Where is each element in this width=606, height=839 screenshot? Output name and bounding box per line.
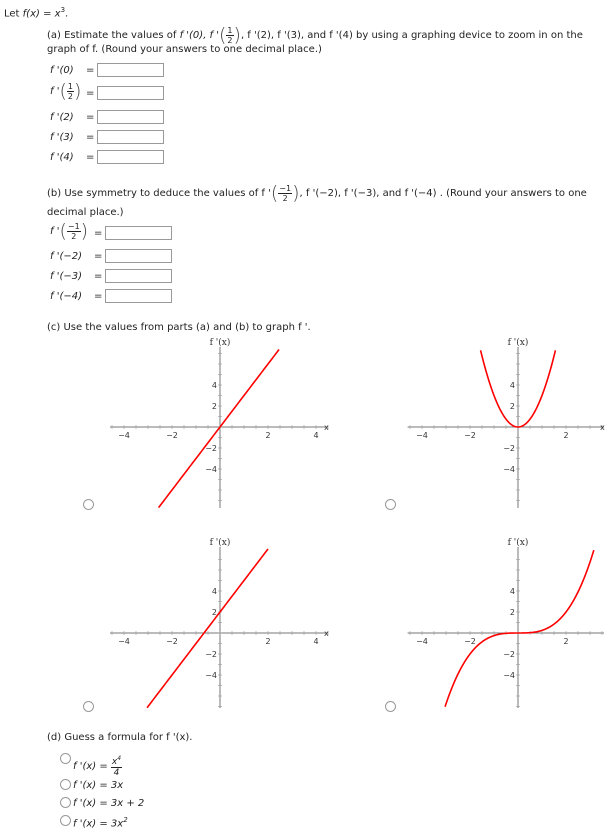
x-tick-label: 4 — [313, 637, 319, 646]
fprime-2-input[interactable] — [97, 110, 164, 124]
x-tick-label: −4 — [416, 431, 428, 440]
y-tick-label: −4 — [503, 671, 515, 680]
part-a-prefix: (a) Estimate the values of — [47, 30, 180, 41]
label-fprime-neg3: f '(−3) — [50, 271, 82, 282]
formula-option-4: f '$(x) = 3x^2$ — [73, 816, 128, 830]
part-b-instruction: (b) Use symmetry to deduce the values of f '( $\frac{-1}{2}$ ), f '(−2), f '(−3), and f '(−4) . (Round your answers to one — [47, 182, 587, 204]
graph-option-4-radio[interactable] — [385, 701, 396, 712]
y-tick-label: −2 — [205, 444, 217, 453]
formula-option-3-radio[interactable] — [60, 797, 71, 808]
x-tick-label: 2 — [563, 637, 569, 646]
y-tick-label: −4 — [503, 465, 515, 474]
graph-option-2-radio[interactable] — [385, 499, 396, 510]
x-tick-label: −4 — [118, 431, 130, 440]
formula-option-1-radio[interactable] — [60, 753, 71, 764]
intro-function: f(x) = x — [22, 8, 61, 20]
y-axis-label: f '(x) — [507, 338, 529, 348]
x-axis-label: x — [324, 423, 329, 432]
x-tick-label: 2 — [563, 431, 569, 440]
equals-sign: = — [94, 251, 103, 262]
fprime-neg3-input[interactable] — [105, 269, 172, 283]
y-tick-label: 2 — [211, 402, 217, 411]
graph-option-1-radio[interactable] — [83, 499, 94, 510]
derivative-curve — [159, 350, 279, 508]
formula-option-4-radio[interactable] — [60, 815, 71, 826]
intro-exponent: 3 — [60, 6, 66, 14]
fprime-0-input[interactable] — [97, 63, 164, 77]
x-tick-label: −2 — [166, 637, 178, 646]
fprime-4-input[interactable] — [97, 150, 164, 164]
y-tick-label: −2 — [503, 650, 515, 659]
equals-sign: = — [86, 88, 95, 99]
part-d-instruction: (d) Guess a formula for f '(x). — [47, 732, 193, 743]
x-tick-label: 4 — [313, 431, 319, 440]
equals-sign: = — [86, 132, 95, 143]
y-tick-label: −4 — [205, 671, 217, 680]
label-fprime-0: f '(0) — [50, 65, 74, 76]
part-c-instruction: (c) Use the values from parts (a) and (b) to graph f '. — [47, 322, 311, 333]
fprime-neg4-input[interactable] — [105, 289, 172, 303]
paren-open: ( — [219, 24, 227, 46]
fraction-half: $\frac{1}{2}$ — [227, 25, 233, 45]
x-axis-label: x — [600, 423, 605, 432]
paren-close: ) — [233, 24, 241, 46]
equals-sign: = — [94, 228, 103, 239]
x-tick-label: −2 — [166, 431, 178, 440]
intro-prefix: Let — [4, 8, 23, 20]
graph-option-3-radio[interactable] — [83, 701, 94, 712]
x-tick-label: −2 — [464, 431, 476, 440]
fraction-neg-half: $\frac{-1}{2}$ — [279, 183, 292, 203]
label-fprime-2: f '(2) — [50, 112, 74, 123]
part-a-line2: graph of f. (Round your answers to one decimal place.) — [47, 44, 322, 55]
y-tick-label: 2 — [509, 608, 515, 617]
x-tick-label: −4 — [118, 637, 130, 646]
x-tick-label: −4 — [416, 637, 428, 646]
graph-option-4 — [400, 535, 606, 710]
formula-option-2: f '(x) = 3x — [73, 780, 124, 791]
fprime-neg-half-input[interactable] — [105, 226, 172, 240]
equals-sign: = — [94, 271, 103, 282]
x-tick-label: 2 — [265, 431, 271, 440]
fprime-3-input[interactable] — [97, 130, 164, 144]
y-tick-label: −4 — [205, 465, 217, 474]
part-b-prefix: (b) Use symmetry to deduce the values of f ' — [47, 188, 271, 199]
intro-suffix: . — [65, 8, 69, 20]
derivative-curve — [147, 549, 271, 708]
label-fprime-neg4: f '(−4) — [50, 291, 82, 302]
formula-option-2-radio[interactable] — [60, 779, 71, 790]
intro-text — [4, 6, 68, 19]
label-fprime-neg-half: f '( $\frac{-1}{2}$ ) — [50, 220, 89, 242]
y-axis-label: f '(x) — [507, 538, 529, 548]
y-tick-label: 2 — [509, 402, 515, 411]
equals-sign: = — [94, 291, 103, 302]
label-fprime-3: f '(3) — [50, 132, 74, 143]
fprime-neg2-input[interactable] — [105, 249, 172, 263]
y-tick-label: −2 — [503, 444, 515, 453]
y-axis-label: f '(x) — [209, 338, 231, 348]
graph-option-2 — [400, 335, 606, 510]
formula-option-3: f '(x) = 3x + 2 — [73, 798, 145, 809]
equals-sign: = — [86, 65, 95, 76]
y-tick-label: 4 — [509, 587, 515, 596]
label-fprime-neg2: f '(−2) — [50, 251, 82, 262]
part-a-instruction — [47, 24, 583, 46]
graph-option-1 — [110, 335, 330, 510]
fprime-half-input[interactable] — [97, 86, 164, 100]
y-tick-label: 2 — [211, 608, 217, 617]
x-axis-label: x — [324, 629, 329, 638]
equals-sign: = — [86, 112, 95, 123]
part-b-rest: , f '(−2), f '(−3), and f '(−4) . (Round your answers to one — [299, 188, 587, 199]
y-tick-label: 4 — [509, 381, 515, 390]
y-tick-label: −2 — [205, 650, 217, 659]
part-a-rest: , f '(2), f '(3), and f '(4) by using a graphing device to zoom in on the — [240, 30, 583, 41]
y-tick-label: 4 — [211, 381, 217, 390]
formula-option-1: f '(x) = $\frac{x^4}{4}$ — [73, 755, 122, 778]
x-tick-label: −2 — [464, 637, 476, 646]
equals-sign: = — [86, 152, 95, 163]
y-tick-label: 4 — [211, 587, 217, 596]
graph-option-3 — [110, 535, 330, 710]
x-tick-label: 2 — [265, 637, 271, 646]
part-b-line2: decimal place.) — [47, 207, 124, 218]
y-axis-label: f '(x) — [209, 538, 231, 548]
label-fprime-half: f '( $\frac{1}{2}$ ) — [50, 80, 82, 102]
label-fprime-4: f '(4) — [50, 152, 74, 163]
derivative-curve — [445, 550, 594, 707]
part-a-items: f '(0), f ' — [179, 30, 219, 41]
